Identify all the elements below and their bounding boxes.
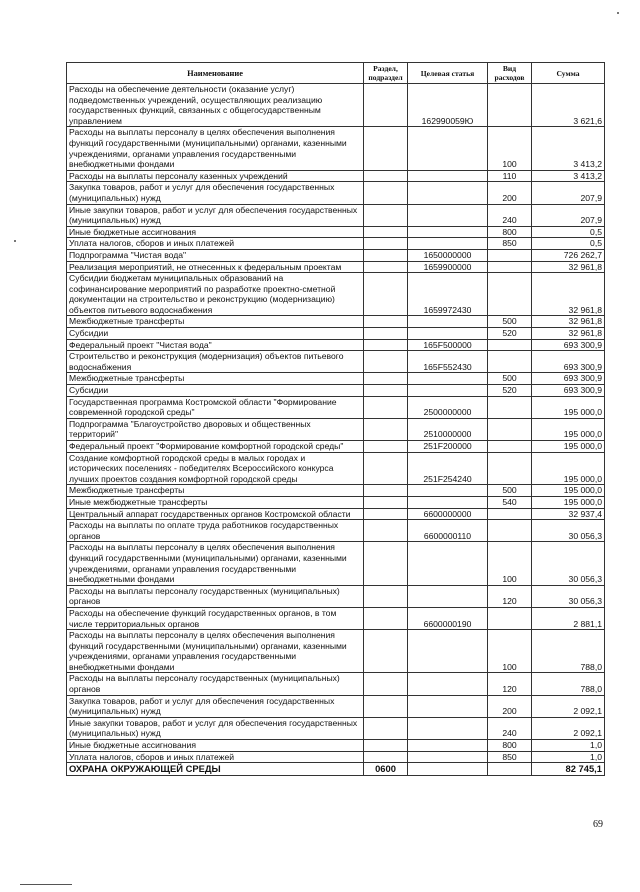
table-row xyxy=(67,385,605,397)
row-name: Иные бюджетные ассигнования xyxy=(67,226,364,238)
row-section xyxy=(364,630,408,673)
row-section xyxy=(364,740,408,752)
row-amount: 32 961,8 xyxy=(532,328,605,340)
table-row xyxy=(67,226,605,238)
row-article xyxy=(408,316,488,328)
row-article xyxy=(408,695,488,717)
row-section xyxy=(364,84,408,127)
row-amount: 32 937,4 xyxy=(532,508,605,520)
row-amount: 693 300,9 xyxy=(532,373,605,385)
row-article xyxy=(408,385,488,397)
table-header-row xyxy=(67,63,605,84)
table-row xyxy=(67,717,605,739)
footer-rule xyxy=(20,884,72,885)
row-article: 6600000000 xyxy=(408,508,488,520)
row-section xyxy=(364,226,408,238)
header-expense-type: Вид расходов xyxy=(488,63,532,84)
row-amount: 788,0 xyxy=(532,673,605,695)
row-expense-type: 520 xyxy=(488,328,532,340)
row-expense-type: 110 xyxy=(488,170,532,182)
row-article: 2510000000 xyxy=(408,418,488,440)
table-row xyxy=(67,328,605,340)
row-name: Расходы на выплаты персоналу казенных учреждений xyxy=(67,170,364,182)
row-name: Расходы на выплаты персоналу в целях обеспечения выполнения функций государственными (муниципальными) органами, казенными учреждениями, органами управления государственными внебюджетными фондами xyxy=(67,630,364,673)
row-section xyxy=(364,351,408,373)
row-section xyxy=(364,585,408,607)
row-amount: 30 056,3 xyxy=(532,585,605,607)
row-article xyxy=(408,127,488,170)
table-row xyxy=(67,84,605,127)
row-name: Федеральный проект "Чистая вода" xyxy=(67,339,364,351)
row-article: 6600000110 xyxy=(408,520,488,542)
row-name: Межбюджетные трансферты xyxy=(67,373,364,385)
row-expense-type xyxy=(488,418,532,440)
row-expense-type: 800 xyxy=(488,740,532,752)
row-amount: 693 300,9 xyxy=(532,339,605,351)
header-section: Раздел, подраздел xyxy=(364,63,408,84)
row-expense-type: 520 xyxy=(488,385,532,397)
row-name: Строительство и реконструкция (модернизация) объектов питьевого водоснабжения xyxy=(67,351,364,373)
row-name: Иные закупки товаров, работ и услуг для обеспечения государственных (муниципальных) нужд xyxy=(67,717,364,739)
row-article xyxy=(408,328,488,340)
row-expense-type: 500 xyxy=(488,373,532,385)
row-section xyxy=(364,238,408,250)
row-article: 1659900000 xyxy=(408,261,488,273)
table-row xyxy=(67,695,605,717)
table-row xyxy=(67,273,605,316)
table-row xyxy=(67,630,605,673)
row-amount: 3 413,2 xyxy=(532,127,605,170)
row-article: 165F500000 xyxy=(408,339,488,351)
row-article: 165F552430 xyxy=(408,351,488,373)
row-section xyxy=(364,508,408,520)
row-expense-type: 850 xyxy=(488,751,532,763)
row-article xyxy=(408,585,488,607)
row-article xyxy=(408,226,488,238)
row-name: Иные бюджетные ассигнования xyxy=(67,740,364,752)
row-name: Государственная программа Костромской области "Формирование современной городской среды" xyxy=(67,396,364,418)
row-name: Расходы на выплаты персоналу в целях обеспечения выполнения функций государственными (муниципальными) органами, казенными учреждениями, органами управления государственными внебюджетными фондами xyxy=(67,542,364,585)
table-row xyxy=(67,441,605,453)
row-article xyxy=(408,204,488,226)
table-row xyxy=(67,496,605,508)
row-article: 251F200000 xyxy=(408,441,488,453)
table-row xyxy=(67,673,605,695)
row-amount: 693 300,9 xyxy=(532,351,605,373)
row-amount: 2 881,1 xyxy=(532,607,605,629)
row-article xyxy=(408,542,488,585)
row-name: Закупка товаров, работ и услуг для обеспечения государственных (муниципальных) нужд xyxy=(67,695,364,717)
header-name: Наименование xyxy=(67,63,364,84)
scan-speck xyxy=(617,12,619,14)
row-section xyxy=(364,127,408,170)
row-name: Расходы на выплаты по оплате труда работников государственных органов xyxy=(67,520,364,542)
table-row xyxy=(67,396,605,418)
row-expense-type xyxy=(488,607,532,629)
row-section xyxy=(364,261,408,273)
table-row xyxy=(67,316,605,328)
table-row xyxy=(67,740,605,752)
row-name: Иные закупки товаров, работ и услуг для обеспечения государственных (муниципальных) нужд xyxy=(67,204,364,226)
row-expense-type: 200 xyxy=(488,695,532,717)
row-section xyxy=(364,182,408,204)
row-section xyxy=(364,373,408,385)
row-section xyxy=(364,695,408,717)
row-name: Подпрограмма "Чистая вода" xyxy=(67,249,364,261)
row-expense-type: 100 xyxy=(488,542,532,585)
row-article xyxy=(408,751,488,763)
row-expense-type: 240 xyxy=(488,717,532,739)
row-amount: 32 961,8 xyxy=(532,316,605,328)
table-row xyxy=(67,170,605,182)
row-amount: 207,9 xyxy=(532,204,605,226)
row-article: 1650000000 xyxy=(408,249,488,261)
row-amount: 195 000,0 xyxy=(532,396,605,418)
row-amount: 693 300,9 xyxy=(532,385,605,397)
row-amount: 0,5 xyxy=(532,238,605,250)
header-article: Целевая статья xyxy=(408,63,488,84)
row-article xyxy=(408,717,488,739)
row-expense-type: 120 xyxy=(488,585,532,607)
row-expense-type: 200 xyxy=(488,182,532,204)
row-amount: 30 056,3 xyxy=(532,542,605,585)
row-section xyxy=(364,520,408,542)
row-amount: 82 745,1 xyxy=(532,763,605,776)
row-amount: 195 000,0 xyxy=(532,452,605,485)
row-section xyxy=(364,496,408,508)
row-expense-type: 240 xyxy=(488,204,532,226)
row-expense-type: 800 xyxy=(488,226,532,238)
table-row xyxy=(67,339,605,351)
row-section xyxy=(364,751,408,763)
row-name: Закупка товаров, работ и услуг для обеспечения государственных (муниципальных) нужд xyxy=(67,182,364,204)
row-expense-type: 120 xyxy=(488,673,532,695)
row-section xyxy=(364,204,408,226)
row-name: Реализация мероприятий, не отнесенных к федеральным проектам xyxy=(67,261,364,273)
row-name: Подпрограмма "Благоустройство дворовых и общественных территорий" xyxy=(67,418,364,440)
row-expense-type xyxy=(488,520,532,542)
row-section xyxy=(364,542,408,585)
row-section xyxy=(364,441,408,453)
row-article xyxy=(408,673,488,695)
row-amount: 30 056,3 xyxy=(532,520,605,542)
table-row xyxy=(67,182,605,204)
page-number: 69 xyxy=(593,819,603,830)
row-amount: 3 413,2 xyxy=(532,170,605,182)
row-article: 251F254240 xyxy=(408,452,488,485)
header-amount: Сумма xyxy=(532,63,605,84)
table-row xyxy=(67,204,605,226)
row-name: Субсидии xyxy=(67,328,364,340)
table-row xyxy=(67,485,605,497)
row-name: Расходы на выплаты персоналу государственных (муниципальных) органов xyxy=(67,585,364,607)
row-section xyxy=(364,170,408,182)
row-amount: 788,0 xyxy=(532,630,605,673)
row-section xyxy=(364,396,408,418)
table-row xyxy=(67,607,605,629)
table-body xyxy=(67,84,605,776)
row-article xyxy=(408,170,488,182)
row-amount: 195 000,0 xyxy=(532,496,605,508)
row-section: 0600 xyxy=(364,763,408,776)
row-amount: 195 000,0 xyxy=(532,418,605,440)
row-article: 162990059Ю xyxy=(408,84,488,127)
row-name: Межбюджетные трансферты xyxy=(67,316,364,328)
row-expense-type xyxy=(488,273,532,316)
row-article xyxy=(408,485,488,497)
table-row xyxy=(67,127,605,170)
scan-speck xyxy=(14,240,16,242)
table-row xyxy=(67,585,605,607)
row-expense-type xyxy=(488,763,532,776)
row-section xyxy=(364,339,408,351)
row-name: Центральный аппарат государственных органов Костромской области xyxy=(67,508,364,520)
row-section xyxy=(364,673,408,695)
row-name: Создание комфортной городской среды в малых городах и исторических поселениях - победителях Всероссийского конкурса лучших проектов создания комфортной городской среды xyxy=(67,452,364,485)
row-amount: 1,0 xyxy=(532,740,605,752)
row-section xyxy=(364,316,408,328)
row-expense-type xyxy=(488,508,532,520)
row-article: 1659972430 xyxy=(408,273,488,316)
row-amount: 2 092,1 xyxy=(532,717,605,739)
row-section xyxy=(364,328,408,340)
row-section xyxy=(364,249,408,261)
row-expense-type: 500 xyxy=(488,485,532,497)
row-name: Расходы на выплаты персоналу государственных (муниципальных) органов xyxy=(67,673,364,695)
table-row xyxy=(67,238,605,250)
row-expense-type xyxy=(488,339,532,351)
row-expense-type xyxy=(488,249,532,261)
row-name: Федеральный проект "Формирование комфортной городской среды" xyxy=(67,441,364,453)
row-expense-type xyxy=(488,441,532,453)
row-amount: 2 092,1 xyxy=(532,695,605,717)
table-row xyxy=(67,542,605,585)
row-name: Расходы на выплаты персоналу в целях обеспечения выполнения функций государственными (муниципальными) органами, казенными учреждениями, органами управления государственными внебюджетными фондами xyxy=(67,127,364,170)
row-article: 2500000000 xyxy=(408,396,488,418)
row-article xyxy=(408,630,488,673)
row-name: Межбюджетные трансферты xyxy=(67,485,364,497)
total-row xyxy=(67,763,605,776)
row-section xyxy=(364,418,408,440)
row-name: Расходы на обеспечение деятельности (оказание услуг) подведомственных учреждений, осуществляющих реализацию государственных функций, связанных с общегосударственным управлением xyxy=(67,84,364,127)
row-amount: 32 961,8 xyxy=(532,261,605,273)
row-section xyxy=(364,385,408,397)
row-article xyxy=(408,373,488,385)
row-section xyxy=(364,273,408,316)
table-row xyxy=(67,452,605,485)
row-amount: 1,0 xyxy=(532,751,605,763)
row-amount: 0,5 xyxy=(532,226,605,238)
row-article: 6600000190 xyxy=(408,607,488,629)
row-expense-type: 100 xyxy=(488,127,532,170)
row-expense-type: 540 xyxy=(488,496,532,508)
row-name: Субсидии xyxy=(67,385,364,397)
row-expense-type: 850 xyxy=(488,238,532,250)
row-expense-type xyxy=(488,84,532,127)
table-row xyxy=(67,751,605,763)
row-section xyxy=(364,717,408,739)
row-section xyxy=(364,452,408,485)
row-name: Иные межбюджетные трансферты xyxy=(67,496,364,508)
table-row xyxy=(67,373,605,385)
table-row xyxy=(67,249,605,261)
row-article xyxy=(408,238,488,250)
row-article xyxy=(408,740,488,752)
row-amount: 32 961,8 xyxy=(532,273,605,316)
row-section xyxy=(364,607,408,629)
table-row xyxy=(67,261,605,273)
row-expense-type xyxy=(488,396,532,418)
row-name: Уплата налогов, сборов и иных платежей xyxy=(67,238,364,250)
row-expense-type xyxy=(488,452,532,485)
row-section xyxy=(364,485,408,497)
row-name: Субсидии бюджетам муниципальных образований на софинансирование мероприятий по разработке проектно-сметной документации на строительство и реконструкцию (модернизацию) объектов питьевого водоснабжения xyxy=(67,273,364,316)
row-expense-type xyxy=(488,261,532,273)
row-name: Расходы на обеспечение функций государственных органов, в том числе территориальных органов xyxy=(67,607,364,629)
row-expense-type xyxy=(488,351,532,373)
row-amount: 195 000,0 xyxy=(532,485,605,497)
row-amount: 3 621,6 xyxy=(532,84,605,127)
row-amount: 726 262,7 xyxy=(532,249,605,261)
row-article xyxy=(408,496,488,508)
table-row xyxy=(67,520,605,542)
row-amount: 207,9 xyxy=(532,182,605,204)
table-row xyxy=(67,508,605,520)
row-amount: 195 000,0 xyxy=(532,441,605,453)
row-expense-type: 500 xyxy=(488,316,532,328)
row-name: ОХРАНА ОКРУЖАЮЩЕЙ СРЕДЫ xyxy=(67,763,364,776)
table-row xyxy=(67,418,605,440)
budget-table xyxy=(66,62,605,776)
row-name: Уплата налогов, сборов и иных платежей xyxy=(67,751,364,763)
table-row xyxy=(67,351,605,373)
row-article xyxy=(408,182,488,204)
row-expense-type: 100 xyxy=(488,630,532,673)
row-article xyxy=(408,763,488,776)
